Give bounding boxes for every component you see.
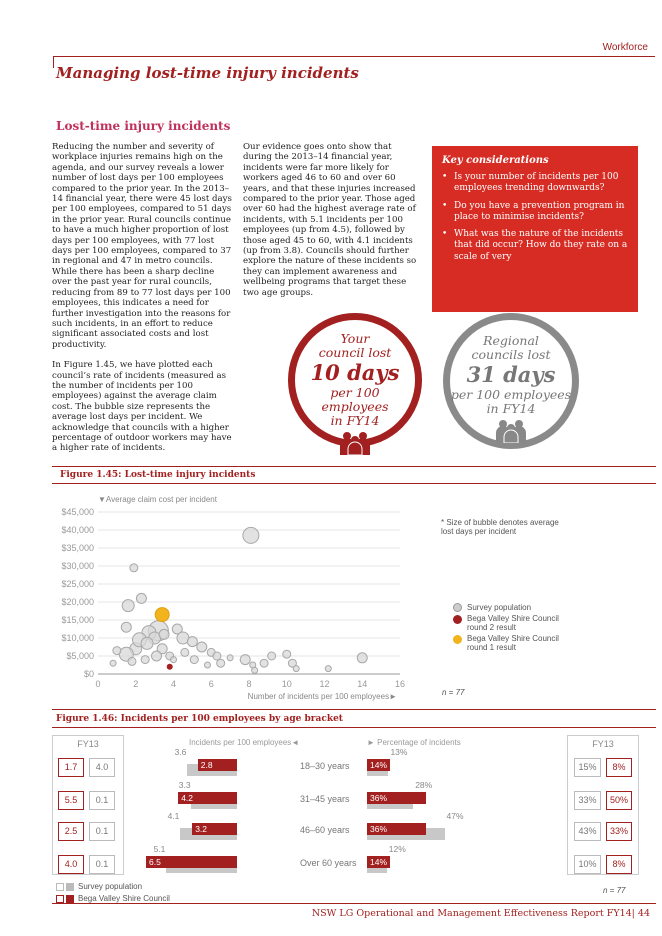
value-survey-incidents: 5.1	[153, 844, 166, 854]
bubble-survey	[240, 655, 250, 665]
value-bega-percent: 14%	[370, 760, 388, 770]
x-tick-label: 14	[357, 679, 368, 689]
figure-rule	[52, 727, 656, 728]
y-tick-label: $40,000	[61, 525, 94, 535]
fy13-pop-incidents: 4.0	[89, 758, 115, 777]
figure-1-46-title: Figure 1.46: Incidents per 100 employees by age bracket	[56, 714, 343, 724]
age-bracket-label: Over 60 years	[300, 858, 357, 868]
bubble-survey	[113, 647, 121, 655]
bubble-survey	[213, 652, 221, 660]
value-bega-percent: 36%	[370, 793, 388, 803]
page-title: Managing lost-time injury incidents	[56, 64, 359, 82]
bubble-size-note: * Size of bubble denotes average lost days per incident	[441, 518, 559, 536]
figure-1-45-title: Figure 1.45: Lost-time injury incidents	[60, 470, 256, 480]
fy13-pop-percent: 43%	[574, 822, 601, 841]
fy13-pop-incidents: 0.1	[89, 822, 115, 841]
bubble-survey	[187, 637, 197, 647]
council-lost-days-circle	[288, 313, 422, 447]
bubble-survey	[136, 593, 146, 603]
y-tick-label: $5,000	[66, 651, 94, 661]
footer-rule	[52, 903, 656, 904]
x-tick-label: 8	[246, 679, 252, 689]
fy13-pop-percent: 33%	[574, 791, 601, 810]
figure-rule	[52, 483, 656, 484]
legend-label: Bega Valley Shire Council	[78, 894, 170, 903]
bubble-survey	[283, 650, 291, 658]
figure-rule	[52, 709, 656, 710]
bubble-survey	[243, 527, 259, 543]
fy13-bega-incidents: 4.0	[58, 855, 84, 874]
legend-label: Bega Valley Shire Council round 2 result	[467, 614, 559, 632]
section-subtitle: Lost-time injury incidents	[56, 119, 231, 133]
circle-text: in FY14	[330, 413, 380, 428]
y-tick-label: $15,000	[61, 615, 94, 625]
age-bracket-label: 46–60 years	[300, 825, 350, 835]
scatter-legend	[453, 603, 567, 652]
fy13-left-header: FY13	[77, 739, 99, 749]
bubble-survey	[217, 659, 225, 667]
value-bega-incidents: 4.2	[181, 793, 194, 803]
circle-text: Regional	[483, 333, 539, 348]
key-considerations-title: Key considerations	[442, 155, 549, 166]
value-bega-incidents: 2.8	[200, 760, 213, 770]
footer-text: NSW LG Operational and Management Effectiveness Report FY14| 44	[311, 908, 650, 919]
key-considerations-box	[432, 146, 638, 312]
paragraph: Our evidence goes onto show that during the 2013–14 financial year, incidents were far more likely for workers aged 46 to 60 and over 60 years, and that these injuries increased compared to the prior year. Those aged over 60 had the highest average rate of incidents, with 5.1 incidents per 100 employees (up from 4.5), followed by those aged 45 to 60, with 4.1 incidents (up from 3.8). Councils should further explore the nature of these incidents so they can implement awareness and wellbeing programs that target these two age groups.	[243, 142, 417, 298]
bubble-survey	[122, 600, 134, 612]
bubble-survey	[141, 656, 149, 664]
value-bega-incidents: 6.5	[149, 857, 161, 867]
value-survey-percent: 47%	[446, 811, 464, 821]
y-tick-label: $10,000	[61, 633, 94, 643]
fy13-bega-percent: 8%	[606, 758, 632, 777]
x-tick-label: 10	[281, 679, 292, 689]
fy13-right-header: FY13	[592, 739, 614, 749]
bubble-survey	[141, 637, 153, 649]
x-tick-label: 12	[319, 679, 330, 689]
value-survey-percent: 12%	[388, 844, 406, 854]
bubble-survey	[293, 666, 299, 672]
y-tick-label: $45,000	[61, 507, 94, 517]
y-tick-label: $20,000	[61, 597, 94, 607]
legend-swatch-outline-red	[56, 895, 64, 903]
value-bega-incidents: 3.2	[195, 824, 208, 834]
bubble-survey	[181, 648, 189, 656]
bubble-survey	[357, 653, 367, 663]
y-tick-label: $0	[83, 669, 94, 679]
header-rule-tick	[53, 56, 54, 68]
legend-swatch-gray	[453, 603, 462, 612]
bubble-survey	[159, 629, 169, 639]
bubble-survey	[197, 642, 207, 652]
bubble-survey	[227, 655, 233, 661]
paragraph: Reducing the number and severity of workplace injuries remains high on the agenda, and our survey reveals a lower number of lost days per 100 employees compared to the prior year. In the 2013–14 financial year, there were 45 lost days per 100 employees, compared to 51 days in the prior year. Rural councils continue to have a much higher proportion of lost days per 100 employees, with 77 lost days per 100 employees, compared to 37 in regional and 47 in metro councils. While there has been a sharp decline over the past year for rural councils, reducing from 89 to 77 lost days per 100 employees, this indicates a need for further investigation into the reasons for such incidents, in an effort to reduce significant associated costs and lost productivity.	[52, 142, 232, 350]
value-survey-percent: 13%	[390, 747, 408, 757]
bubble-survey	[110, 660, 116, 666]
circle-text: per 100 employees	[321, 385, 389, 414]
bubble-survey	[190, 656, 198, 664]
age-bracket-label: 31–45 years	[300, 794, 350, 804]
legend-label: Survey population	[78, 882, 143, 891]
y-tick-label: $35,000	[61, 543, 94, 553]
x-tick-label: 6	[208, 679, 214, 689]
legend-label: Bega Valley Shire Council round 1 result	[467, 634, 559, 652]
fy13-bega-percent: 33%	[606, 822, 632, 841]
bubble-chart	[40, 492, 425, 702]
sample-size: n = 77	[603, 886, 626, 895]
circle-text: council lost	[318, 345, 392, 360]
legend-swatch-red	[453, 615, 462, 624]
body-column-2	[243, 142, 423, 298]
x-tick-label: 4	[170, 679, 177, 689]
circle-text: per 100 employees	[450, 387, 572, 402]
legend-swatch-gray	[66, 883, 74, 891]
y-tick-label: $25,000	[61, 579, 94, 589]
list-item: • Is your number of incidents per 100 employees trending downwards?	[442, 172, 628, 195]
value-survey-percent: 28%	[415, 780, 433, 790]
fig46-legend	[56, 882, 170, 903]
bubble-bega-round1	[155, 608, 169, 622]
bubble-survey	[128, 657, 136, 665]
fy13-bega-incidents: 2.5	[58, 822, 84, 841]
bubble-survey	[121, 622, 131, 632]
fy13-pop-percent: 10%	[574, 855, 601, 874]
legend-swatch-yellow	[453, 635, 462, 644]
fy13-pop-incidents: 0.1	[89, 791, 115, 810]
people-icon	[450, 419, 572, 447]
value-survey-incidents: 4.1	[167, 811, 180, 821]
figure-rule	[52, 466, 656, 467]
list-item: • What was the nature of the incidents that did occur? How do they rate on a scale of very	[442, 229, 628, 263]
bubble-survey	[325, 666, 331, 672]
people-icon	[295, 431, 415, 459]
bubble-survey	[152, 651, 162, 661]
value-survey-incidents: 3.6	[174, 747, 187, 757]
fy13-bega-incidents: 5.5	[58, 791, 84, 810]
circle-big-value: 31 days	[466, 362, 556, 387]
y-axis-label: ▼Average claim cost per incident	[98, 495, 217, 504]
percent-header: ► Percentage of incidents	[367, 738, 461, 747]
circle-text: councils lost	[471, 347, 551, 362]
bubble-survey	[260, 659, 268, 667]
section-label: Workforce	[602, 42, 648, 53]
circle-text: in FY14	[486, 401, 536, 416]
list-item: • Do you have a prevention program in place to minimise incidents?	[442, 201, 628, 224]
fy13-bega-percent: 8%	[606, 855, 632, 874]
sample-size: n = 77	[442, 688, 465, 697]
regional-lost-days-circle	[443, 313, 579, 449]
x-tick-label: 0	[95, 679, 101, 689]
bubble-bega-round2	[167, 664, 173, 670]
value-survey-incidents: 3.3	[178, 780, 191, 790]
age-bracket-label: 18–30 years	[300, 761, 350, 771]
fy13-bega-incidents: 1.7	[58, 758, 84, 777]
incidents-header: Incidents per 100 employees◄	[189, 738, 300, 747]
legend-swatch-outline	[56, 883, 64, 891]
legend-swatch-red	[66, 895, 74, 903]
bubble-survey	[171, 657, 177, 663]
fy13-bega-percent: 50%	[606, 791, 632, 810]
body-column-1	[52, 142, 236, 454]
circle-text: Your	[340, 331, 370, 346]
bubble-survey	[204, 662, 210, 668]
legend-label: Survey population	[467, 603, 532, 612]
fy13-pop-incidents: 0.1	[89, 855, 115, 874]
bubble-survey	[268, 652, 276, 660]
paragraph: In Figure 1.45, we have plotted each council’s rate of incidents (measured as the number of incidents per 100 employees) against the average claim cost. The bubble size represents the average lost days per incident. We acknowledge that councils with a higher percentage of outdoor workers may have a higher rate of incidents.	[52, 360, 232, 454]
circle-big-value: 10 days	[310, 360, 400, 385]
x-tick-label: 2	[133, 679, 139, 689]
fy13-pop-percent: 15%	[574, 758, 601, 777]
value-bega-percent: 14%	[370, 857, 388, 867]
bubble-survey	[130, 564, 138, 572]
value-bega-percent: 36%	[370, 824, 388, 834]
header-rule	[53, 56, 655, 57]
y-tick-label: $30,000	[61, 561, 94, 571]
x-axis-label: Number of incidents per 100 employees►	[247, 692, 397, 701]
bubble-survey	[252, 667, 258, 673]
x-tick-label: 16	[394, 679, 406, 689]
